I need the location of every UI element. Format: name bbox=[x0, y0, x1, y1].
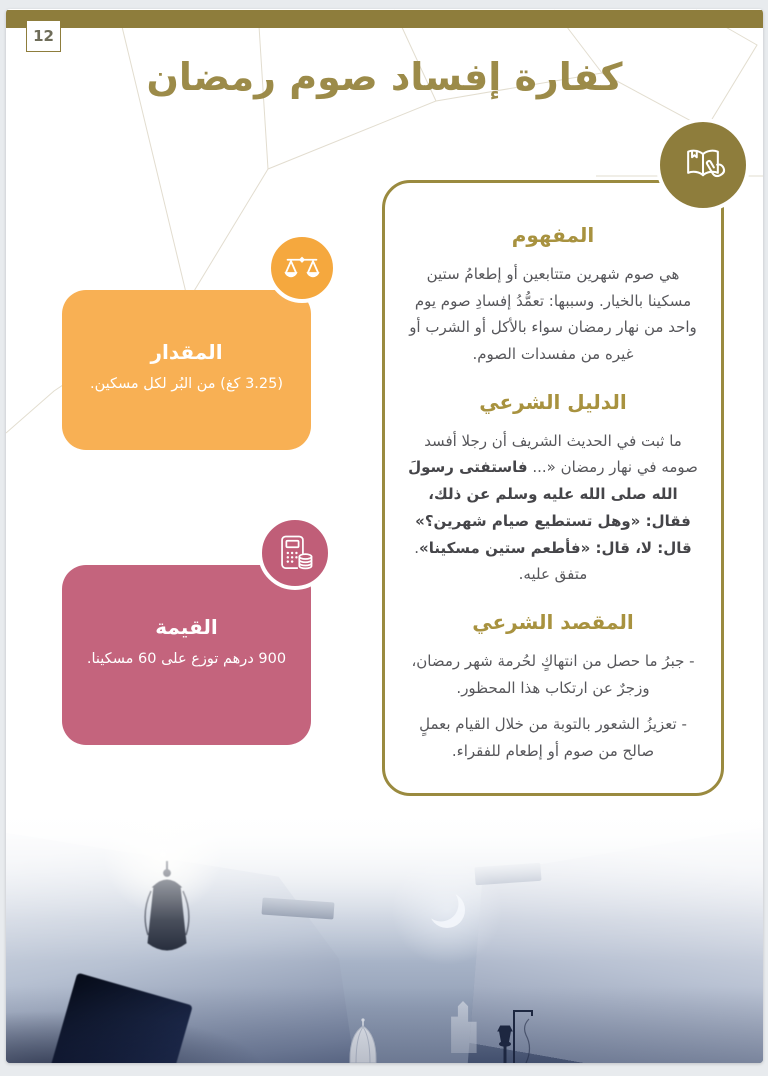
purpose-item: - جبرُ ما حصل من انتهاكٍ لحُرمة شهر رمضان، وزجرٌ عن ارتكاب هذا المحظور. bbox=[411, 651, 695, 697]
header-bar bbox=[6, 10, 763, 28]
concept-text: هي صوم شهرين متتابعين أو إطعامُ ستين مسكينا بالخيار. وسببها: تعمُّدُ إفسادِ صوم يوم واحد من نهار رمضان سواء بالأكل أو الشرب أو غيره من مفسدات الصوم. bbox=[409, 265, 697, 364]
amount-text: (3.25 كغ) من البُر لكل مسكين. bbox=[89, 376, 284, 392]
evidence-text-end: . متفق عليه. bbox=[414, 538, 588, 584]
open-book-hand-glyph bbox=[678, 140, 728, 190]
amount-heading: المقدار bbox=[150, 340, 223, 364]
document-page bbox=[6, 9, 763, 1063]
calculator-coins-glyph bbox=[272, 530, 318, 576]
alley-photo bbox=[6, 789, 763, 1063]
page-number bbox=[26, 20, 61, 52]
main-card bbox=[382, 180, 724, 796]
page-title: كفارة إفساد صوم رمضان bbox=[146, 55, 623, 99]
purpose-section bbox=[407, 610, 699, 765]
evidence-heading: الدليل الشرعي bbox=[479, 389, 627, 414]
photo-top-fade bbox=[6, 789, 763, 1063]
concept-section bbox=[407, 223, 699, 368]
evidence-text-bold: فاستفتى رسولَ الله صلى الله عليه وسلم عن ذلك، فقال: «وهل تستطيع صيام شهرين؟» قال: لا، قال: «فأطعم ستين مسكينا» bbox=[408, 458, 692, 557]
calculator-coins-icon bbox=[258, 516, 332, 590]
scales-icon bbox=[267, 233, 337, 303]
concept-heading: المفهوم bbox=[511, 223, 595, 247]
evidence-text bbox=[407, 428, 699, 588]
book-reading-icon bbox=[656, 118, 750, 212]
page-number-text: 12 bbox=[33, 27, 54, 45]
purpose-heading: المقصد الشرعي bbox=[472, 609, 634, 634]
purpose-item: - تعزيزُ الشعور بالتوبة من خلال القيام بعملٍ صالح من صوم أو إطعام للفقراء. bbox=[419, 715, 687, 760]
evidence-section bbox=[407, 390, 699, 588]
value-text: 900 درهم توزع على 60 مسكينا. bbox=[86, 651, 287, 667]
amount-box bbox=[62, 290, 311, 450]
evidence-text-start: ما ثبت في الحديث الشريف أن رجلا أفسد صومه في نهار رمضان «... bbox=[424, 431, 698, 477]
value-box bbox=[62, 565, 311, 745]
value-heading: القيمة bbox=[155, 615, 218, 639]
scales-glyph bbox=[280, 246, 324, 290]
